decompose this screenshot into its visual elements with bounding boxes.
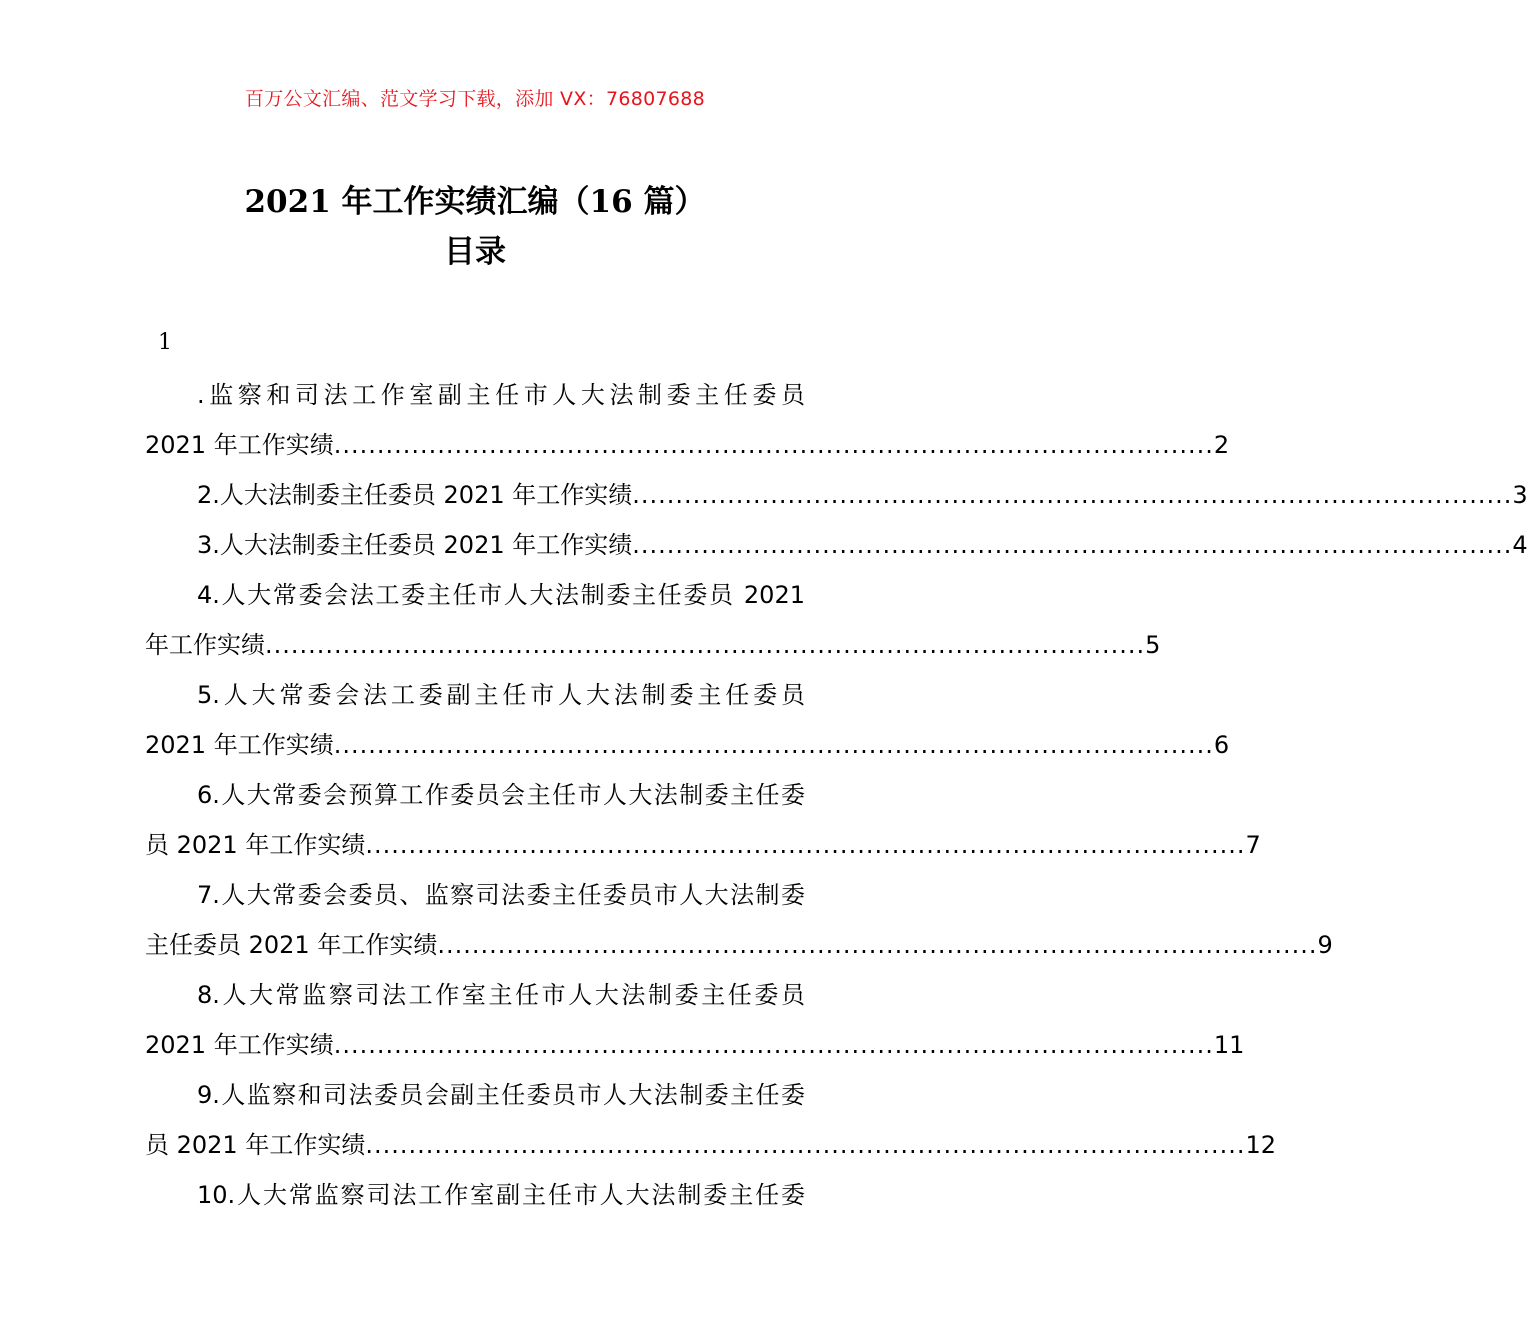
toc-entry-8-line-1[interactable]: 8.人大常监察司法工作室主任市人大法制委主任委员	[197, 981, 805, 1009]
table-of-contents	[145, 370, 1528, 1220]
toc-entry-7-line-2[interactable]: 主任委员 2021 年工作实绩 ...................................................................................................... 9	[145, 920, 805, 970]
page-number: 7	[1245, 831, 1261, 859]
stray-number: 1	[158, 330, 172, 355]
page-number: 2	[1213, 431, 1230, 459]
toc-entry-6-line-1[interactable]: 6.人大常委会预算工作委员会主任市人大法制委主任委	[197, 781, 805, 809]
toc-entry-9-line-2[interactable]: 员 2021 年工作实绩 ...................................................................................................... 12	[145, 1120, 805, 1170]
toc-entry-9-line-1[interactable]: 9.人监察和司法委员会副主任委员市人大法制委主任委	[197, 1081, 805, 1109]
page-number: 3	[1512, 481, 1528, 509]
download-banner: 百万公文汇编、范文学习下载，添加 VX：76807688	[244, 88, 706, 110]
page-number: 9	[1317, 931, 1333, 959]
page-number: 12	[1245, 1131, 1277, 1159]
toc-entry-10-line-1[interactable]: 10.人大常监察司法工作室副主任市人大法制委主任委	[197, 1181, 805, 1209]
page-number: 11	[1213, 1031, 1245, 1059]
toc-heading: 目录	[444, 234, 506, 270]
document-title: 2021 年工作实绩汇编（16 篇）	[244, 184, 706, 220]
toc-entry-3[interactable]: 3.人大法制委主任委员 2021 年工作实绩 ...................................................................................................... 4	[145, 520, 805, 570]
toc-entry-5-line-2[interactable]: 2021 年工作实绩 ...................................................................................................... 6	[145, 720, 805, 770]
toc-entry-6-line-2[interactable]: 员 2021 年工作实绩 ...................................................................................................... 7	[145, 820, 805, 870]
toc-entry-7-line-1[interactable]: 7.人大常委会委员、监察司法委主任委员市人大法制委	[197, 881, 805, 909]
toc-entry-2[interactable]: 2.人大法制委主任委员 2021 年工作实绩 ...................................................................................................... 3	[145, 470, 805, 520]
toc-entry-5-line-1[interactable]: 5.人大常委会法工委副主任市人大法制委主任委员	[197, 681, 805, 709]
toc-entry-4-line-1[interactable]: 4.人大常委会法工委主任市人大法制委主任委员 2021	[197, 581, 805, 609]
toc-entry-4-line-2[interactable]: 年工作实绩 ...................................................................................................... 5	[145, 620, 805, 670]
toc-entry-1-line-2[interactable]: 2021 年工作实绩 ...................................................................................................... 2	[145, 420, 805, 470]
page-number: 4	[1512, 531, 1528, 559]
page-number: 5	[1145, 631, 1161, 659]
toc-entry-1-line-1[interactable]: .监察和司法工作室副主任市人大法制委主任委员	[197, 381, 805, 409]
toc-entry-8-line-2[interactable]: 2021 年工作实绩 ...................................................................................................... 11	[145, 1020, 805, 1070]
page-number: 6	[1213, 731, 1230, 759]
